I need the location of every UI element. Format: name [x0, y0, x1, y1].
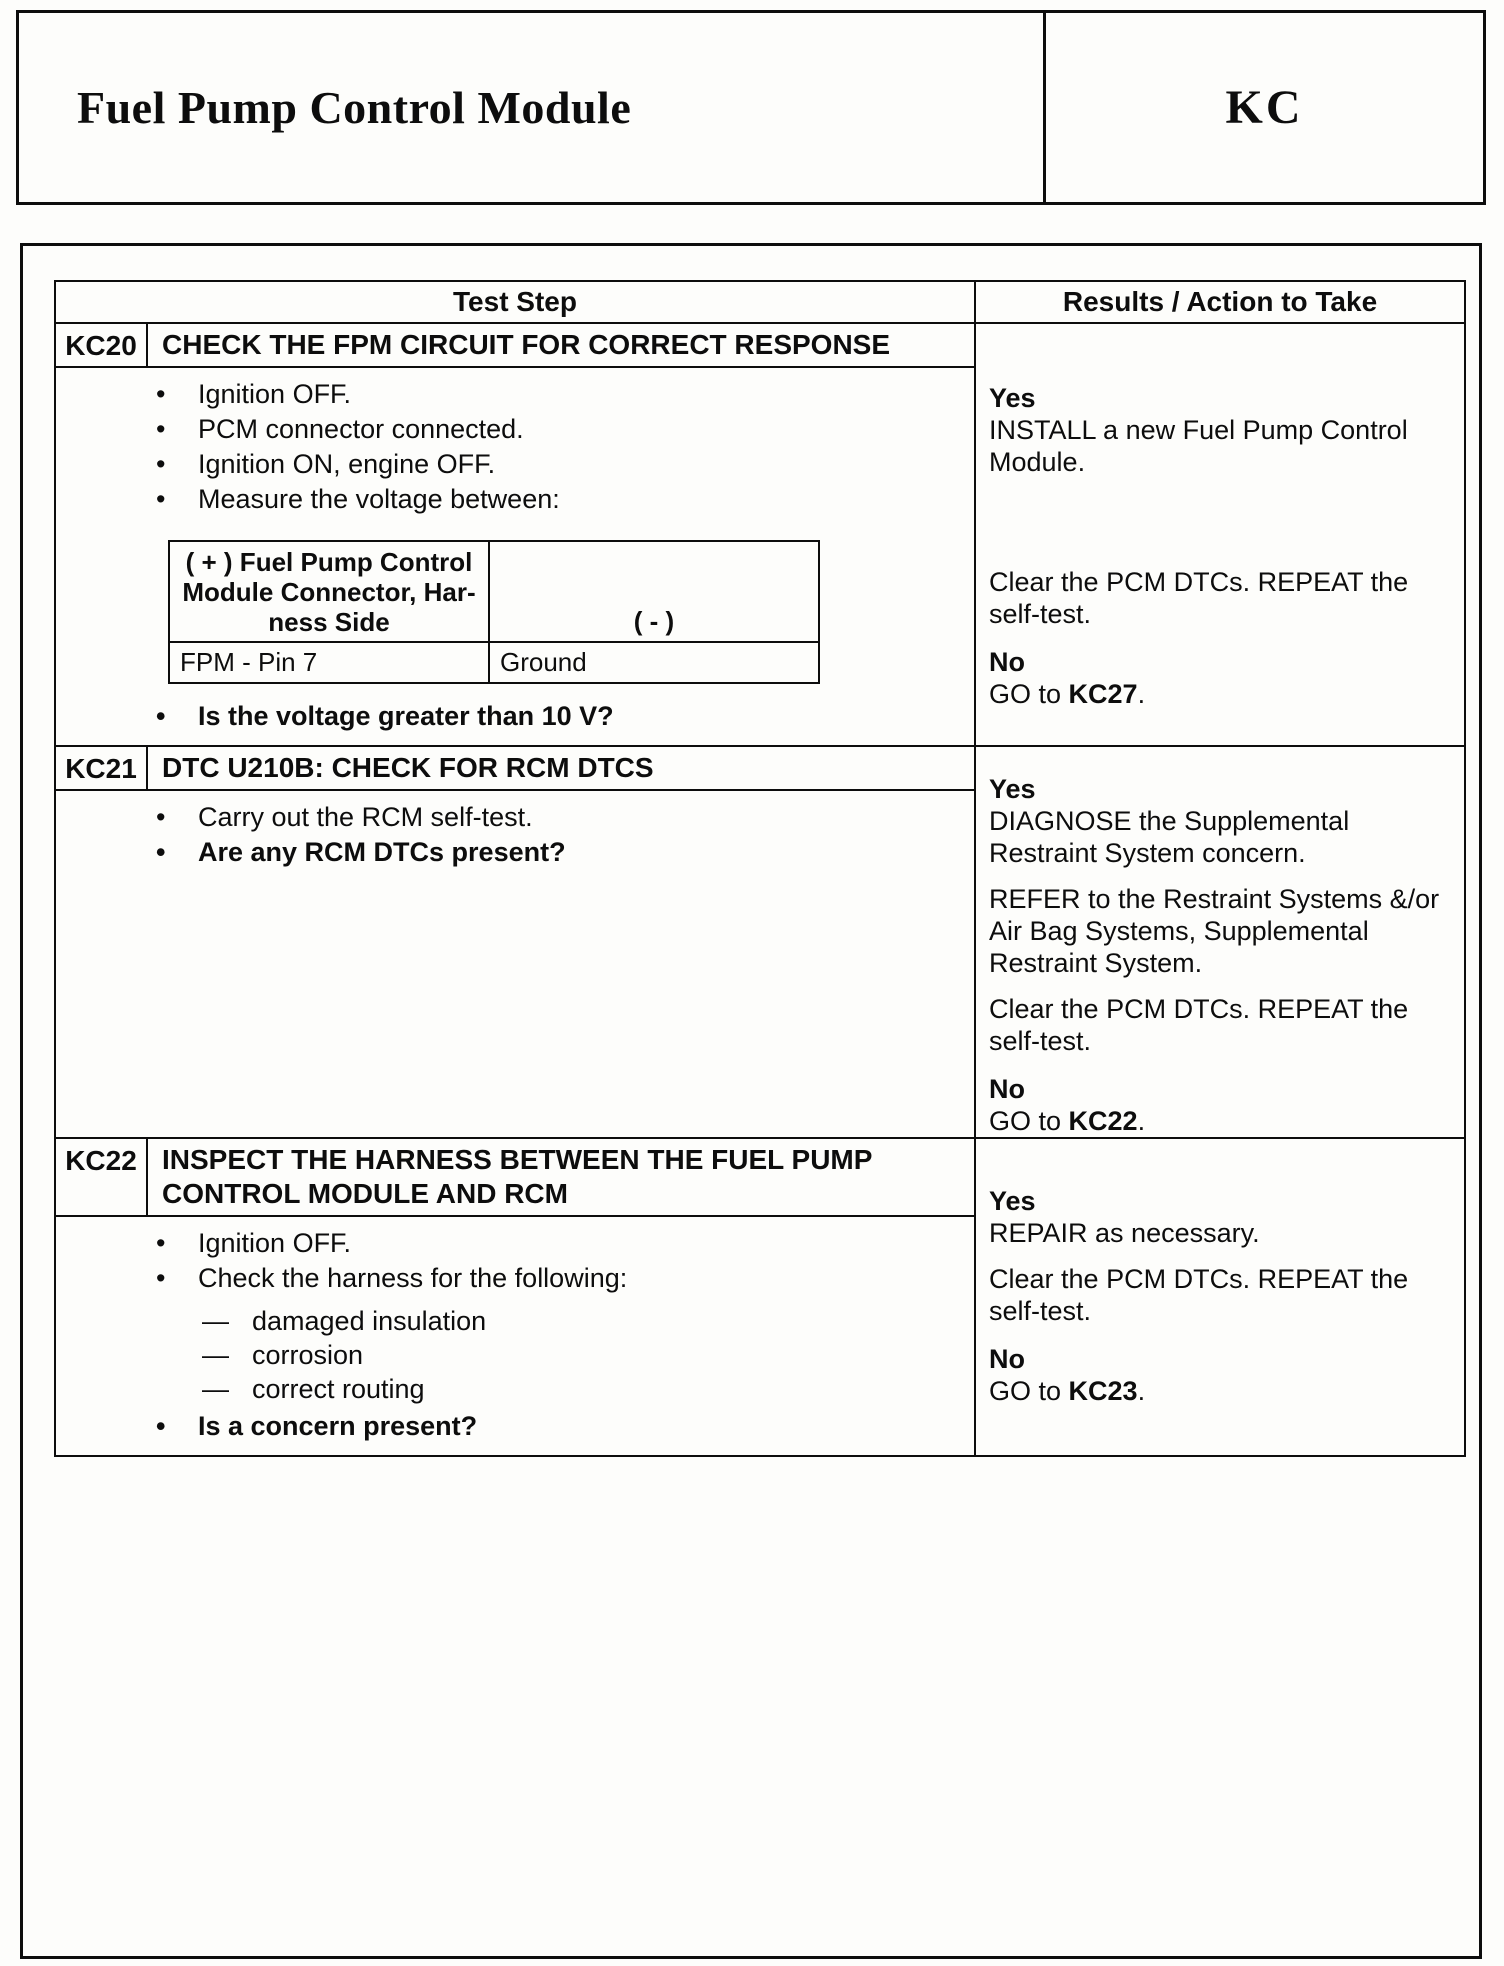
kc21-question-text: Are any RCM DTCs present?	[198, 837, 566, 867]
voltage-measurement-table	[168, 540, 820, 684]
kc20-clear-text: Clear the PCM DTCs. REPEAT the self-test.	[989, 567, 1409, 629]
kc22-step-id: KC22	[55, 1138, 147, 1216]
kc21-question-item	[56, 836, 974, 869]
kc20-step-text: Measure the voltage between:	[198, 484, 560, 514]
kc22-step-item	[56, 1227, 974, 1260]
voltage-plus-line: ness Side	[268, 607, 390, 637]
voltage-plus-line: ( + ) Fuel Pump Control	[185, 547, 473, 577]
kc21-results-cell	[975, 746, 1465, 1138]
kc21-go-line	[989, 1105, 1452, 1137]
kc20-question-text: Is the voltage greater than 10 V?	[198, 701, 614, 731]
kc20-yes-action: INSTALL a new Fuel Pump Control Module.	[989, 415, 1408, 477]
kc20-go-line	[989, 678, 1452, 710]
dash-icon: —	[202, 1374, 229, 1404]
kc22-dash-text: corrosion	[252, 1340, 364, 1370]
kc22-step-text: Check the harness for the following:	[198, 1263, 628, 1293]
kc22-step-item	[56, 1262, 974, 1295]
kc22-clear-text: Clear the PCM DTCs. REPEAT the self-test.	[989, 1264, 1409, 1326]
kc20-go-target: KC27	[1068, 679, 1138, 709]
kc20-title-row	[55, 323, 1465, 367]
voltage-plus-header	[169, 541, 489, 642]
kc20-question-item	[56, 700, 974, 733]
kc20-step-item	[56, 378, 974, 411]
kc21-no-label: No	[989, 1074, 1026, 1104]
kc20-step-text: Ignition ON, engine OFF.	[198, 449, 496, 479]
kc21-yes-label: Yes	[989, 774, 1036, 804]
page-header-right	[1043, 13, 1483, 202]
voltage-plus-line: Module Connector, Har-	[182, 577, 476, 607]
kc20-step-title: CHECK THE FPM CIRCUIT FOR CORRECT RESPONSE	[147, 323, 975, 367]
content-box	[20, 243, 1482, 1959]
kc21-title-row	[55, 746, 1465, 790]
kc22-dash-item	[56, 1373, 974, 1406]
kc22-dash-text: correct routing	[252, 1374, 425, 1404]
kc22-step-text: Ignition OFF.	[198, 1228, 352, 1258]
kc22-question-text: Is a concern present?	[198, 1411, 478, 1441]
bullet-icon: •	[156, 449, 166, 479]
kc20-no-label: No	[989, 647, 1026, 677]
kc22-go-prefix: GO to	[989, 1376, 1069, 1406]
kc22-question-item	[56, 1410, 974, 1443]
kc20-results-cell	[975, 323, 1465, 746]
kc22-dash-text: damaged insulation	[252, 1306, 487, 1336]
kc20-step-item	[56, 413, 974, 446]
kc22-no-label: No	[989, 1344, 1026, 1374]
voltage-table-data-row	[169, 642, 819, 683]
bullet-icon: •	[156, 414, 166, 444]
kc21-step-id: KC21	[55, 746, 147, 790]
page-header-left	[19, 13, 1043, 202]
dash-icon: —	[202, 1306, 229, 1336]
kc20-step-text: Ignition OFF.	[198, 379, 352, 409]
voltage-minus-value: Ground	[489, 642, 819, 683]
kc21-body-cell	[55, 790, 975, 1138]
kc20-step-id: KC20	[55, 323, 147, 367]
voltage-minus-header: ( - )	[489, 541, 819, 642]
page-header	[16, 10, 1486, 205]
kc20-step-item	[56, 448, 974, 481]
kc20-go-suffix: .	[1137, 679, 1146, 709]
kc21-diagnose-text: DIAGNOSE the Supplemental Restraint System concern.	[989, 806, 1350, 868]
kc21-clear-text: Clear the PCM DTCs. REPEAT the self-test.	[989, 994, 1409, 1056]
kc22-go-target: KC23	[1068, 1376, 1138, 1406]
dash-icon: —	[202, 1340, 229, 1370]
kc22-title-row	[55, 1138, 1465, 1216]
kc21-go-target: KC22	[1068, 1106, 1138, 1136]
kc22-yes-action: REPAIR as necessary.	[989, 1218, 1260, 1248]
kc21-step-text: Carry out the RCM self-test.	[198, 802, 533, 832]
kc20-body-cell	[55, 367, 975, 746]
kc20-yes-label: Yes	[989, 383, 1036, 413]
voltage-table-header-row	[169, 541, 819, 642]
bullet-icon: •	[156, 837, 166, 867]
kc22-dash-item	[56, 1339, 974, 1372]
table-header-row	[55, 281, 1465, 323]
kc22-go-suffix: .	[1137, 1376, 1146, 1406]
kc21-go-suffix: .	[1137, 1106, 1146, 1136]
kc20-go-prefix: GO to	[989, 679, 1069, 709]
voltage-plus-value: FPM - Pin 7	[169, 642, 489, 683]
page-title: Fuel Pump Control Module	[77, 82, 632, 133]
kc20-step-item	[56, 483, 974, 516]
kc20-step-text: PCM connector connected.	[198, 414, 524, 444]
section-code: KC	[1225, 81, 1304, 134]
kc21-step-title: DTC U210B: CHECK FOR RCM DTCS	[147, 746, 975, 790]
kc21-go-prefix: GO to	[989, 1106, 1069, 1136]
kc21-step-item	[56, 801, 974, 834]
kc22-body-cell	[55, 1216, 975, 1456]
bullet-icon: •	[156, 379, 166, 409]
pinpoint-test-table	[54, 280, 1466, 1457]
kc22-step-title: INSPECT THE HARNESS BETWEEN THE FUEL PUMP CONTROL MODULE AND RCM	[147, 1138, 975, 1216]
bullet-icon: •	[156, 701, 166, 731]
results-header: Results / Action to Take	[975, 281, 1465, 323]
kc22-dash-item	[56, 1305, 974, 1338]
test-step-header: Test Step	[55, 281, 975, 323]
kc22-yes-label: Yes	[989, 1186, 1036, 1216]
bullet-icon: •	[156, 1411, 166, 1441]
bullet-icon: •	[156, 802, 166, 832]
bullet-icon: •	[156, 1263, 166, 1293]
bullet-icon: •	[156, 1228, 166, 1258]
kc21-refer-text: REFER to the Restraint Systems &/or Air Bag Systems, Supplemental Restraint System.	[989, 884, 1440, 978]
bullet-icon: •	[156, 484, 166, 514]
kc22-go-line	[989, 1375, 1452, 1407]
kc22-results-cell	[975, 1138, 1465, 1456]
